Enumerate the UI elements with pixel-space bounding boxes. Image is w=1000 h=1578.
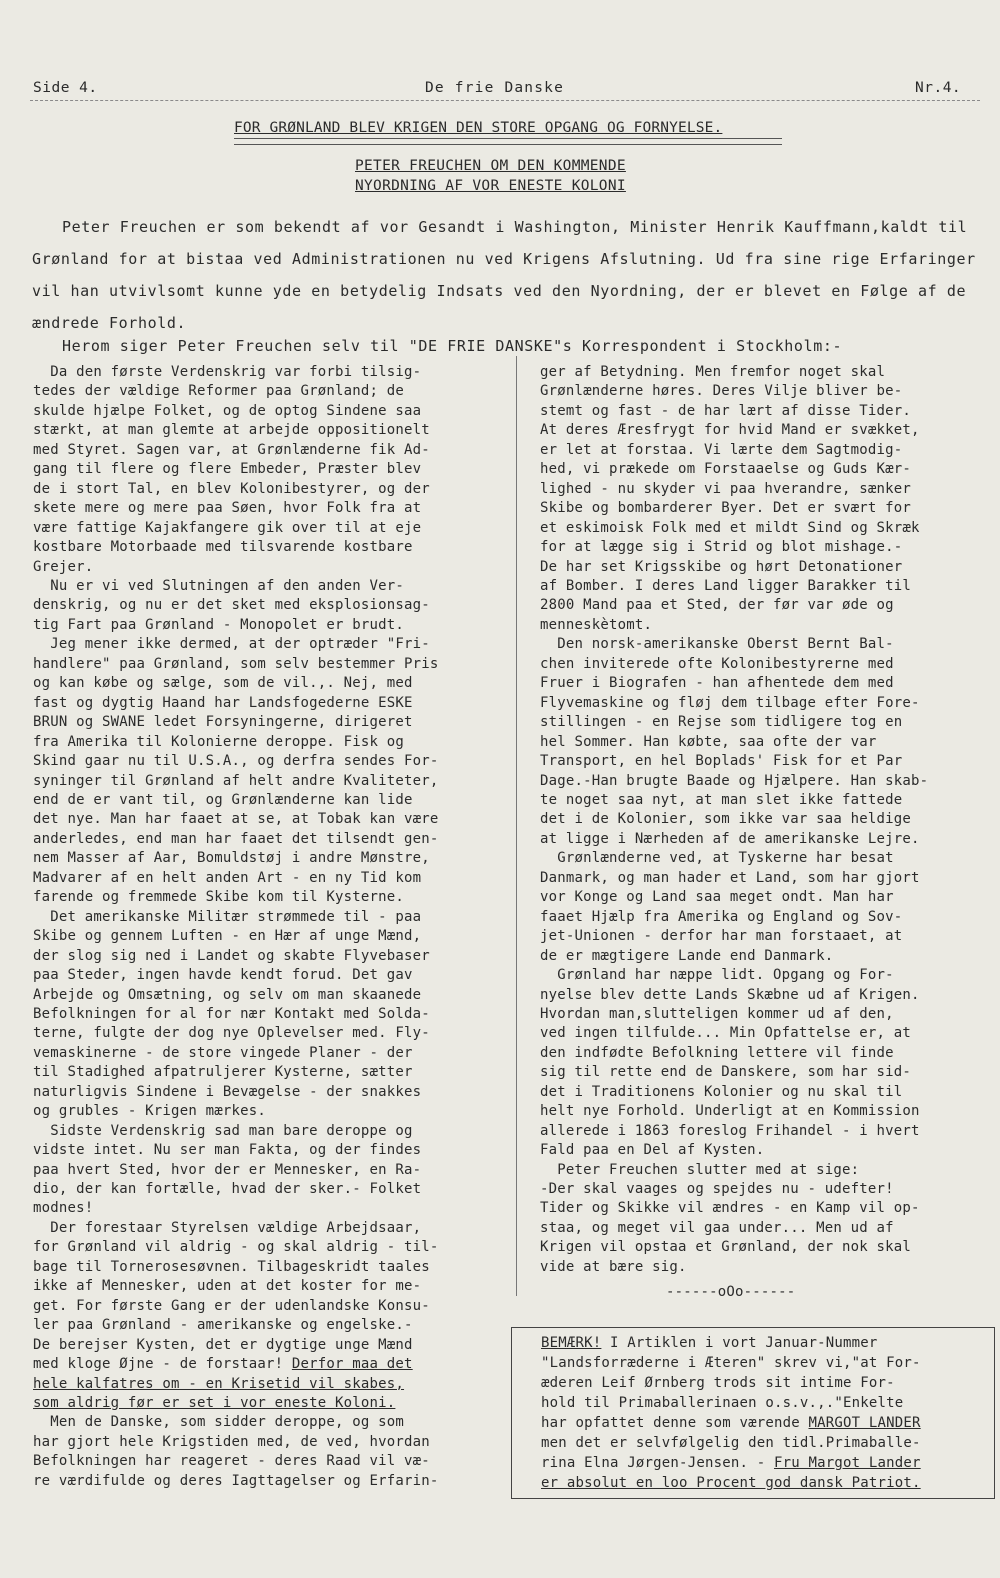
left-column-body: Da den første Verdenskrig var forbi tilsig- tedes der vældige Reformer paa Grønland; de skulde hjælpe Folket, og de optog Sindene saa stærkt, at man glemte at arbejde oppositionelt med Styret. Sagen var, at Grønlænderne fik Ad- gang til flere og flere Embeder, Præster blev de i stort Tal, en blev Kolonibestyrer, og der skete mere og mere paa Søen, hvor Folk fra at være fattige Kajakfangere gik over til at eje kostbare Motorbaade med tilsvarende kostbare Grejer. Nu er vi ved Slutningen af den anden Ver- denskrig, og nu er det sket med eksplosionsag- tig Fart paa Grønland - Monopolet er brudt. Jeg mener ikke dermed, at der optræder "Fri- handlere" paa Grønland, som selv bestemmer Pris og kan købe og sælge, som de vil.,. Nej, med fast og dygtig Haand har Landsfogederne ESKE BRUN og SWANE ledet Forsyningerne, dirigeret fra Amerika til Kolonierne deroppe. Fisk og Skind gaar nu til U.S.A., og derfra sendes For- syninger til Grønland af helt andre Kvaliteter, end de er vant til, og Grønlænderne kan lide det nye. Man har faaet at se, at Tobak kan være anderledes, end man har faaet det tilsendt gen- nem Masser af Aar, Bomuldstøj i andre Mønstre, Madvarer af en helt anden Art - en ny Tid kom farende og fremmede Skibe kom til Kysterne. Det amerikanske Militær strømmede til - paa Skibe og gennem Luften - en Hær af unge Mænd, der slog sig ned i Landet og skabte Flyvebaser paa Steder, ingen havde kendt forud. Det gav Arbejde og Omsætning, og selv om man skaanede Befolkningen for al for nær Kontakt med Solda- terne, fulgte der dog nye Oplevelser med. Fly- vemaskinerne - de store vingede Planer - der til Stadighed afpatruljerer Kysterne, sætter naturligvis Sindene i Bevægelse - der snakkes og grubles - Krigen mærkes. Sidste Verdenskrig sad man bare deroppe og vidste intet. Nu ser man Fakta, og der findes paa hvert Sted, hvor der er Mennesker, en Ra- dio, der kan fortælle, hvad der sker.- Folket modnes! Der forestaar Styrelsen vældige Arbejdsaar, for Grønland vil aldrig - og skal aldrig - til- bage til Tornerosesøvnen. Tilbageskridt taales ikke af Mennesker, uden at det koster for me- get. For første Gang er der udenlandske Konsu- ler paa Grønland - amerikanske og engelske.- De berejser Kysten, det er dygtige unge Mænd med kloge Øjne - de forstaar! xyxy=(33,364,439,1373)
notice-text xyxy=(541,1333,921,1493)
headline: FOR GRØNLAND BLEV KRIGEN DEN STORE OPGANG OG FORNYELSE. xyxy=(234,120,723,136)
newspaper-title: De frie Danske xyxy=(425,80,565,96)
right-column-text: ger af Betydning. Men fremfor noget skal Grønlænderne høres. Deres Vilje bliver be- stemt og fast - de har lært af disse Tider. At deres Æresfrygt for hvid Mand er svækket, er let at forstaa. Vi lærte dem Sagtmodig- hed, vi prækede om Forstaaelse og Guds Kær- lighed - nu skyder vi paa hverandre, sænker Skibe og bombarderer Byer. Det er svært for et eskimoisk Folk med et mildt Sind og Skræk for at lægge sig i Strid og blot mishage.- De har set Krigsskibe og hørt Detonationer af Bomber. I deres Land ligger Barakker til 2800 Mand paa et Sted, der før var øde og menneskètomt. Den norsk-amerikanske Oberst Bernt Bal- chen inviterede ofte Kolonibestyrerne med Fruer i Biografen - han afhentede dem med Flyvemaskine og fløj dem tilbage efter Fore- stillingen - en Rejse som tidligere tog en hel Sommer. Han købte, saa ofte der var Transport, en hel Boplads' Fisk for et Par Dage.-Han brugte Baade og Hjælpere. Han skab- te noget saa nyt, at man slet ikke fattede det i de Kolonier, som ikke var saa heldige at ligge i Nærheden af de amerikanske Lejre. Grønlænderne ved, at Tyskerne har besat Danmark, og man hader et Land, som har gjort vor Konge og Land saa meget ondt. Man har faaet Hjælp fra Amerika og England og Sov- jet-Unionen - derfor har man forstaaet, at de er mægtigere Lande end Danmark. Grønland har næppe lidt. Opgang og For- nyelse blev dette Lands Skæbne ud af Krigen. Hvordan man,slutteligen kommer ud af den, ved ingen tilfulde... Min Opfattelse er, at den indfødte Befolkning lettere vil finde sig til rette end de Danskere, som har sid- det i Traditionens Kolonier og nu skal til helt nye Forhold. Underligt at en Kommission allerede i 1863 foreslog Frihandel - i hvert Fald paa en Del af Kysten. Peter Freuchen slutter med at sige: -Der skal vaages og spejdes nu - udefter! Tider og Skikke vil ændres - en Kamp vil op- staa, og meget vil gaa under... Men ud af Krigen vil opstaa et Grønland, der nok skal vide at bære sig. xyxy=(540,364,929,1275)
notice-body-1: I Artiklen i vort Januar-Nummer "Landsforræderne i Æteren" skrev vi,"at For- æderen Leif Ørnberg trods sit intime For- hold til Primaballerinaen o.s.v.,."Enkelte har opfattet denne som værende xyxy=(541,1335,921,1431)
issue-number: Nr.4. xyxy=(915,80,962,96)
notice-body-2: men det er selvfølgelig den tidl.Primaballe- rina Elna Jørgen-Jensen. - xyxy=(541,1435,921,1471)
intro-paragraph: Peter Freuchen er som bekendt af vor Gesandt i Washington, Minister Henrik Kauffmann,kaldt til Grønland for at bistaa ved Administrationen nu ved Krigens Afslutning. Ud fra sine rige Erfaringer vil han utvivlsomt kunne yde en betydelig Indsats ved den Nyordning, der er blevet en Følge af de ændrede Forhold. xyxy=(32,218,976,332)
notice-closing-1: Fru Margot Lander xyxy=(773,1455,921,1471)
lead-paragraph: Herom siger Peter Freuchen selv til "DE FRIE DANSKE"s Korrespondent i Stockholm:- xyxy=(62,337,843,355)
page-number: Side 4. xyxy=(33,80,98,96)
column-divider xyxy=(516,356,517,1296)
subheadline-line-2: NYORDNING AF VOR ENESTE KOLONI xyxy=(355,178,626,194)
left-column-text xyxy=(33,363,439,1491)
subheadline-line-1: PETER FREUCHEN OM DEN KOMMENDE xyxy=(355,158,626,174)
left-column-underlined-1: Derfor maa det xyxy=(291,1356,413,1373)
header-rule xyxy=(30,100,980,101)
notice-name: MARGOT LANDER xyxy=(808,1415,921,1431)
section-ornament: ------oOo------ xyxy=(666,1284,796,1300)
notice-closing-2: er absolut en loo Procent god dansk Patriot. xyxy=(541,1475,921,1491)
headline-double-rule xyxy=(234,138,782,145)
left-column-ending: Men de Danske, som sidder deroppe, og som har gjort hele Krigstiden med, de ved, hvordan Befolkningen har reageret - deres Raad vil væ- re værdifulde og deres Iagttagelser og Erfarin- xyxy=(33,1414,439,1489)
left-column-underlined-2: hele kalfatres om - en Krisetid vil skabes, xyxy=(33,1375,405,1392)
notice-label: BEMÆRK! xyxy=(541,1335,602,1351)
left-column-underlined-3: som aldrig før er set i vor eneste Koloni. xyxy=(33,1395,396,1412)
